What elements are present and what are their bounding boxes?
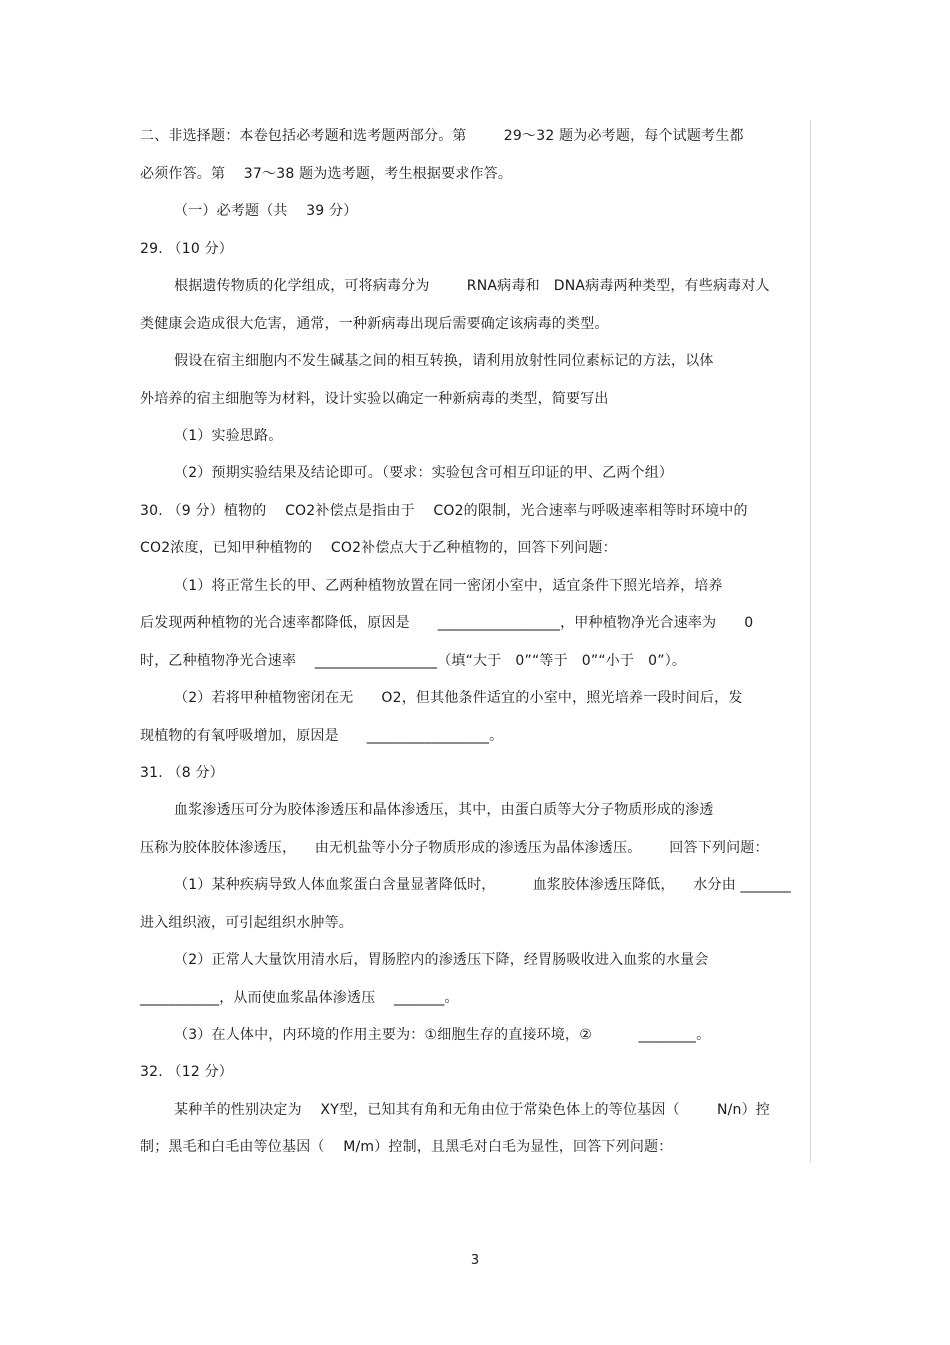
question-30-part-2: （2）若将甲种植物密闭在无 O2，但其他条件适宜的小室中，照光培养一段时间后，发 [174,690,743,706]
question-30-header: 30. （9 分）植物的 CO2补偿点是指由于 CO2的限制，光合速率与呼吸速率相等时环境中的 [140,503,748,519]
question-30-part-1: 时，乙种植物净光合速率 _________________（填“大于 0”“等于 0”“小于 0”）。 [140,653,687,669]
question-30-part-1: （1）将正常生长的甲、乙两种植物放置在同一密闭小室中，适宜条件下照光培养，培养 [174,578,723,594]
page-edge-line [810,120,811,1163]
page-number: 3 [470,1253,480,1268]
question-29-part-2: （2）预期实验结果及结论即可。（要求：实验包含可相互印证的甲、乙两个组） [174,465,674,481]
question-29-text: 外培养的宿主细胞等为材料，设计实验以确定一种新病毒的类型，简要写出 [140,391,609,407]
section-heading-line-2: 必须作答。第 37～38 题为选考题，考生根据要求作答。 [140,166,513,182]
question-29-header: 29. （10 分） [140,241,233,257]
question-29-text: 类健康会造成很大危害，通常，一种新病毒出现后需要确定该病毒的类型。 [140,316,609,332]
question-31-text: 血浆渗透压可分为胶体渗透压和晶体渗透压，其中，由蛋白质等大分子物质形成的渗透 [174,802,714,818]
question-31-header: 31. （8 分） [140,765,224,781]
question-31-text: 压称为胶体胶体渗透压， 由无机盐等小分子物质形成的渗透压为晶体渗透压。 回答下列问题： [140,840,769,856]
question-32-text: 某种羊的性别决定为 XY型，已知其有角和无角由位于常染色体上的等位基因（ N/n）控 [174,1102,771,1118]
question-30-part-2: 现植物的有氧呼吸增加，原因是 _________________。 [140,728,504,744]
question-30-text: CO2浓度，已知甲种植物的 CO2补偿点大于乙种植物的，回答下列问题： [140,540,617,556]
subsection-title: （一）必考题（共 39 分） [174,203,358,219]
question-31-part-3: （3）在人体中，内环境的作用主要为：①细胞生存的直接环境，② ________。 [174,1027,711,1043]
question-32-text: 制；黑毛和白毛由等位基因（ M/m）控制，且黑毛对白毛为显性，回答下列问题： [140,1139,673,1155]
question-32-header: 32. （12 分） [140,1064,233,1080]
question-29-part-1: （1）实验思路。 [174,428,283,444]
question-31-part-1: 进入组织液，可引起组织水肿等。 [140,915,353,931]
question-30-part-1: 后发现两种植物的光合速率都降低，原因是 _________________，甲种植物净光合速率为 0 [140,615,754,631]
question-29-text: 根据遗传物质的化学组成，可将病毒分为 RNA病毒和 DNA病毒两种类型，有些病毒对人 [174,278,770,294]
question-31-part-2: ___________，从而使血浆晶体渗透压 _______。 [140,990,459,1006]
question-29-text: 假设在宿主细胞内不发生碱基之间的相互转换，请利用放射性同位素标记的方法，以体 [174,353,714,369]
question-31-part-2: （2）正常人大量饮用清水后，胃肠腔内的渗透压下降，经胃肠吸收进入血浆的水量会 [174,952,709,968]
question-31-part-1: （1）某种疾病导致人体血浆蛋白含量显著降低时， 血浆胶体渗透压降低， 水分由 _______ [174,877,791,893]
section-heading-line-1: 二、非选择题：本卷包括必考题和选考题两部分。第 29～32 题为必考题，每个试题考生都 [140,128,744,144]
